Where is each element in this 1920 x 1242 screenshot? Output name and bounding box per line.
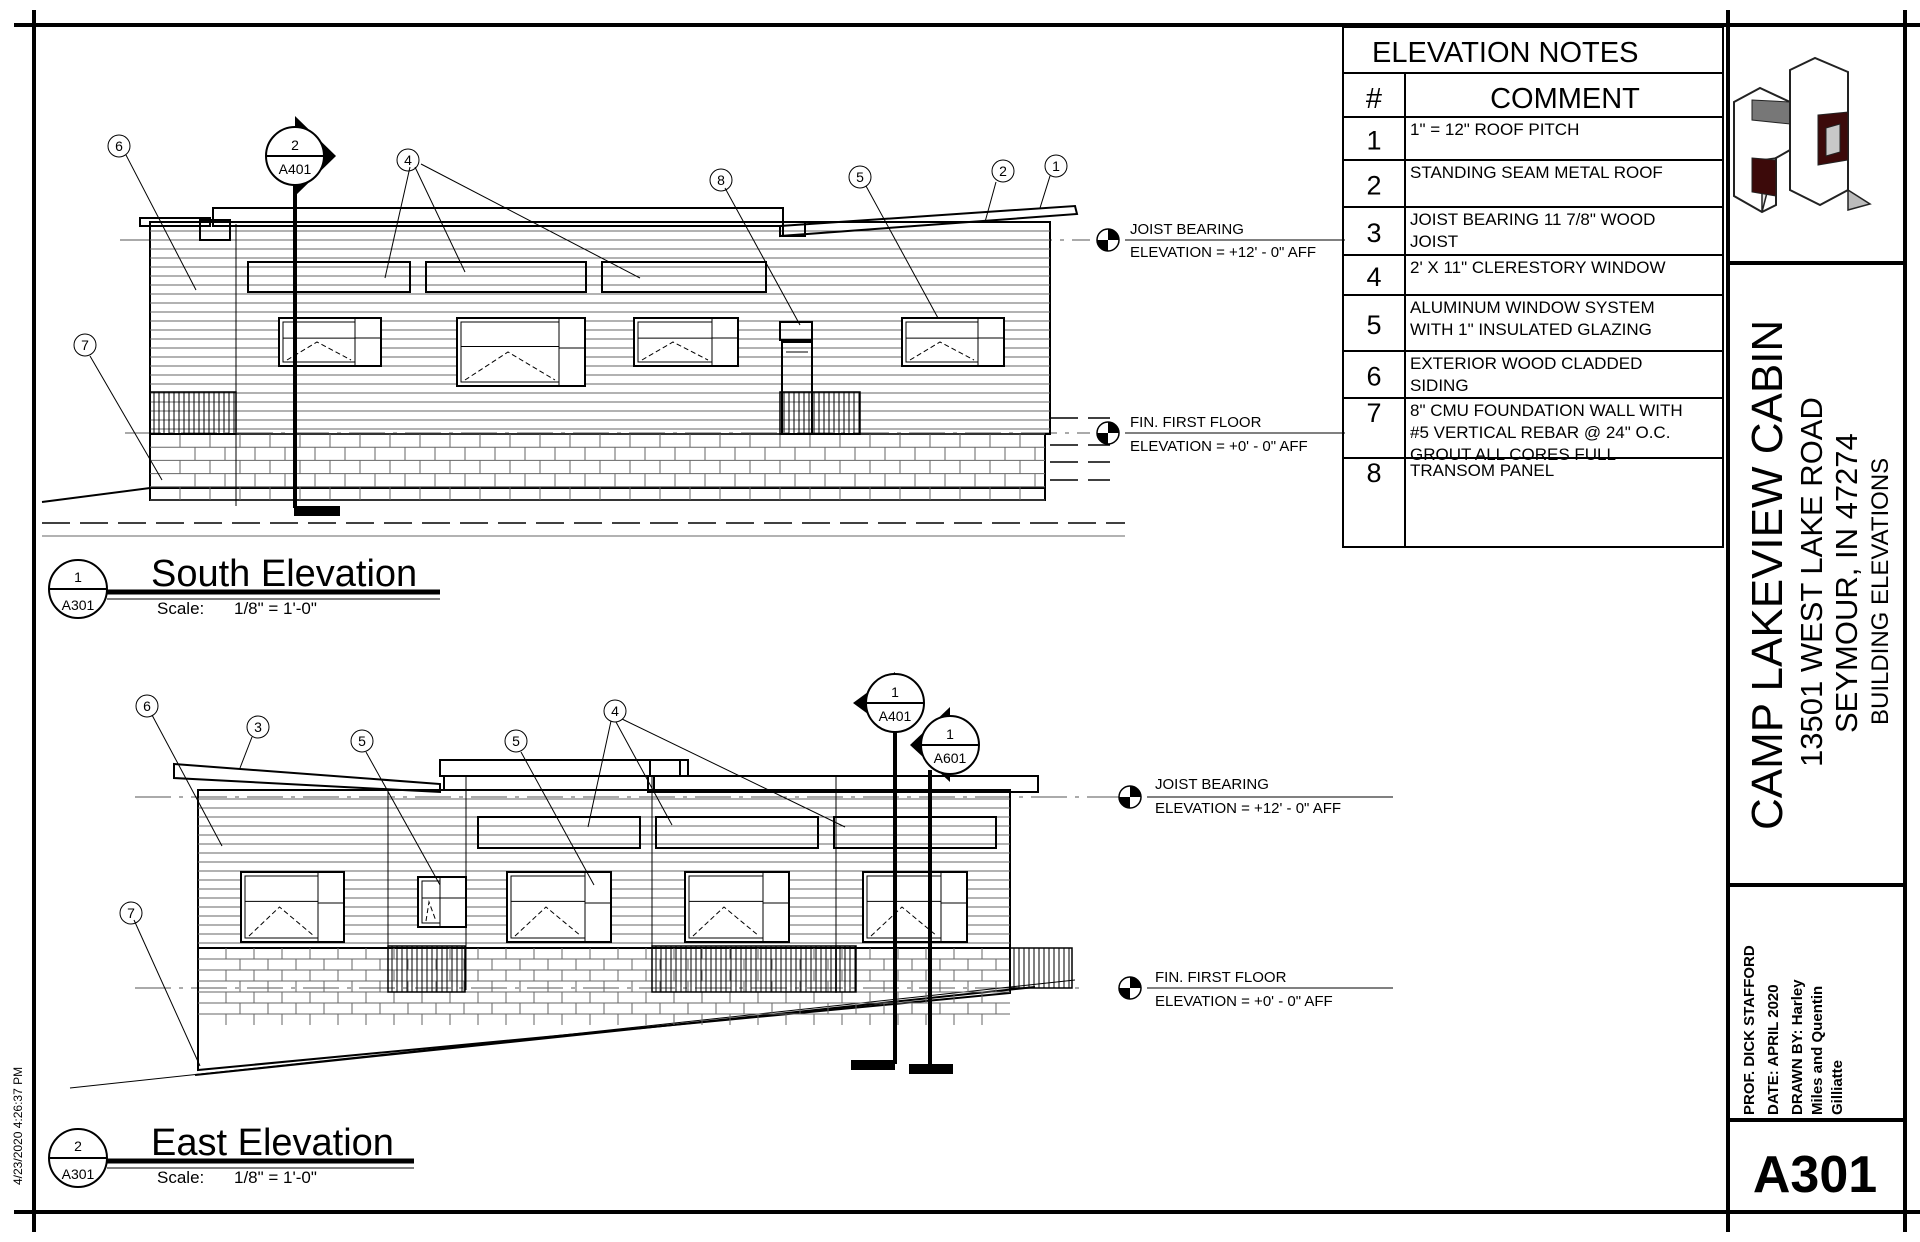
porch-rail xyxy=(388,946,465,992)
notes-row xyxy=(1343,398,1723,464)
east-floor-marker xyxy=(1119,969,1393,1010)
svg-text:8: 8 xyxy=(717,172,725,188)
sheet-number: A301 xyxy=(1752,1146,1878,1204)
south-floor-label: FIN. FIRST FLOOR xyxy=(1130,414,1262,431)
notes-row xyxy=(1343,120,1723,160)
note-comment-line: SIDING xyxy=(1410,376,1469,395)
east-floor-elev: ELEVATION = +0' - 0" AFF xyxy=(1155,993,1333,1010)
svg-text:6: 6 xyxy=(115,138,123,154)
east-scale-value: 1/8" = 1'-0" xyxy=(234,1168,317,1187)
south-callout-7 xyxy=(74,334,96,356)
east-tag-num: 2 xyxy=(74,1138,82,1154)
south-section-num: 2 xyxy=(291,137,299,153)
east-detail-num: 1 xyxy=(946,726,954,742)
south-elevation xyxy=(42,116,1345,618)
svg-text:5: 5 xyxy=(358,733,366,749)
east-scale-label: Scale: xyxy=(157,1168,205,1187)
svg-text:5: 5 xyxy=(512,733,520,749)
notes-row xyxy=(1343,210,1723,255)
plot-timestamp: 4/23/2020 4:26:37 PM xyxy=(11,1066,25,1185)
east-detail-sheet: A601 xyxy=(933,750,967,766)
note-number: 4 xyxy=(1366,262,1382,292)
note-comment-line: 8" CMU FOUNDATION WALL WITH xyxy=(1410,401,1683,420)
note-comment-line: 2' X 11" CLERESTORY WINDOW xyxy=(1410,258,1666,277)
notes-title: ELEVATION NOTES xyxy=(1372,37,1639,69)
svg-text:4: 4 xyxy=(611,703,619,719)
east-section-marker xyxy=(853,672,924,734)
east-callout-6 xyxy=(136,695,158,717)
notes-row xyxy=(1366,458,1554,488)
window xyxy=(507,872,611,942)
south-section-sheet: A401 xyxy=(278,161,312,177)
east-joist-label: JOIST BEARING xyxy=(1155,776,1269,793)
window xyxy=(241,872,344,942)
note-comment-line: 1" = 12" ROOF PITCH xyxy=(1410,120,1580,139)
drawn-by-names-2: Gilliatte xyxy=(1829,1059,1846,1115)
notes-col-number: # xyxy=(1365,83,1383,115)
east-joist-elev: ELEVATION = +12' - 0" AFF xyxy=(1155,800,1342,817)
elevation-notes-table xyxy=(1343,27,1723,547)
east-floor-label: FIN. FIRST FLOOR xyxy=(1155,969,1287,986)
east-callout-3 xyxy=(247,716,269,738)
south-joist-elev: ELEVATION = +12' - 0" AFF xyxy=(1130,244,1317,261)
note-number: 3 xyxy=(1366,218,1382,248)
professor-name: PROF. DICK STAFFORD xyxy=(1741,945,1758,1115)
note-comment-line: GROUT ALL CORES FULL xyxy=(1410,445,1616,464)
note-number: 2 xyxy=(1366,170,1382,201)
svg-text:7: 7 xyxy=(81,337,89,353)
project-city: SEYMOUR, IN 47274 xyxy=(1829,433,1864,733)
window xyxy=(634,318,738,366)
project-name: CAMP LAKEVIEW CABIN xyxy=(1743,319,1792,830)
east-callout-5a xyxy=(351,730,373,752)
note-number: 8 xyxy=(1366,458,1382,488)
south-joist-bearing-marker xyxy=(1097,221,1345,261)
note-comment-line: JOIST BEARING 11 7/8" WOOD xyxy=(1410,210,1656,229)
notes-col-comment: COMMENT xyxy=(1490,83,1640,115)
east-section-sheet: A401 xyxy=(878,708,912,724)
south-callout-1 xyxy=(1045,155,1067,177)
note-comment-line: WITH 1" INSULATED GLAZING xyxy=(1410,320,1652,339)
svg-text:6: 6 xyxy=(143,698,151,714)
east-view-title xyxy=(49,1122,414,1187)
window xyxy=(457,318,585,386)
south-callout-5 xyxy=(849,166,871,188)
south-callout-2 xyxy=(992,160,1014,182)
svg-text:5: 5 xyxy=(856,169,864,185)
south-scale-value: 1/8" = 1'-0" xyxy=(234,599,317,618)
notes-row xyxy=(1343,298,1723,351)
sheet-title: BUILDING ELEVATIONS xyxy=(1867,457,1894,725)
south-joist-label: JOIST BEARING xyxy=(1130,221,1244,238)
notes-row xyxy=(1343,258,1723,295)
east-joist-bearing-marker xyxy=(1119,776,1393,817)
window xyxy=(685,872,789,942)
porch-rail xyxy=(150,392,236,434)
note-number: 1 xyxy=(1366,125,1382,156)
note-number: 6 xyxy=(1366,361,1382,392)
note-comment-line: #5 VERTICAL REBAR @ 24" O.C. xyxy=(1410,423,1671,442)
south-view-title xyxy=(49,553,440,618)
east-callout-7 xyxy=(120,902,142,924)
south-tag-sheet: A301 xyxy=(61,597,95,613)
svg-text:3: 3 xyxy=(254,719,262,735)
east-section-num: 1 xyxy=(891,684,899,700)
project-address: 13501 WEST LAKE ROAD xyxy=(1794,397,1829,767)
window xyxy=(418,877,466,927)
south-callout-6 xyxy=(108,135,130,157)
south-section-marker xyxy=(266,116,336,196)
title-block xyxy=(1728,58,1905,1204)
note-comment-line: JOIST xyxy=(1410,232,1459,251)
porch-rail xyxy=(780,392,860,434)
note-comment-line: ALUMINUM WINDOW SYSTEM xyxy=(1410,298,1655,317)
sheet-border xyxy=(14,10,1920,1232)
window xyxy=(863,872,967,942)
svg-text:4: 4 xyxy=(404,152,412,168)
south-floor-elev: ELEVATION = +0' - 0" AFF xyxy=(1130,438,1308,455)
firm-logo xyxy=(1734,58,1870,212)
south-callout-8 xyxy=(710,169,732,191)
notes-row xyxy=(1343,354,1723,398)
east-callout-4 xyxy=(604,700,626,722)
south-tag-num: 1 xyxy=(74,569,82,585)
drawn-by-names: Miles and Quentin xyxy=(1809,985,1826,1115)
note-comment-line: STANDING SEAM METAL ROOF xyxy=(1410,163,1663,182)
window xyxy=(902,318,1004,366)
notes-row xyxy=(1343,163,1723,207)
south-floor-marker xyxy=(1097,414,1345,455)
svg-text:7: 7 xyxy=(127,905,135,921)
porch-rail xyxy=(836,946,856,992)
south-title: South Elevation xyxy=(151,553,418,595)
east-tag-sheet: A301 xyxy=(61,1166,95,1182)
note-number: 5 xyxy=(1366,310,1382,340)
east-callout-5b xyxy=(505,730,527,752)
note-comment-line: EXTERIOR WOOD CLADDED xyxy=(1410,354,1643,373)
svg-text:1: 1 xyxy=(1052,158,1060,174)
drawing-date: DATE: APRIL 2020 xyxy=(1765,984,1782,1115)
note-number: 7 xyxy=(1366,398,1382,428)
porch-rail xyxy=(1010,948,1072,988)
south-callout-4 xyxy=(397,149,419,171)
drawn-by: DRAWN BY: Harley xyxy=(1789,979,1806,1115)
east-title: East Elevation xyxy=(151,1122,394,1164)
south-scale-label: Scale: xyxy=(157,599,205,618)
note-comment-line: TRANSOM PANEL xyxy=(1410,461,1555,480)
svg-text:2: 2 xyxy=(999,163,1007,179)
east-elevation xyxy=(49,672,1393,1187)
